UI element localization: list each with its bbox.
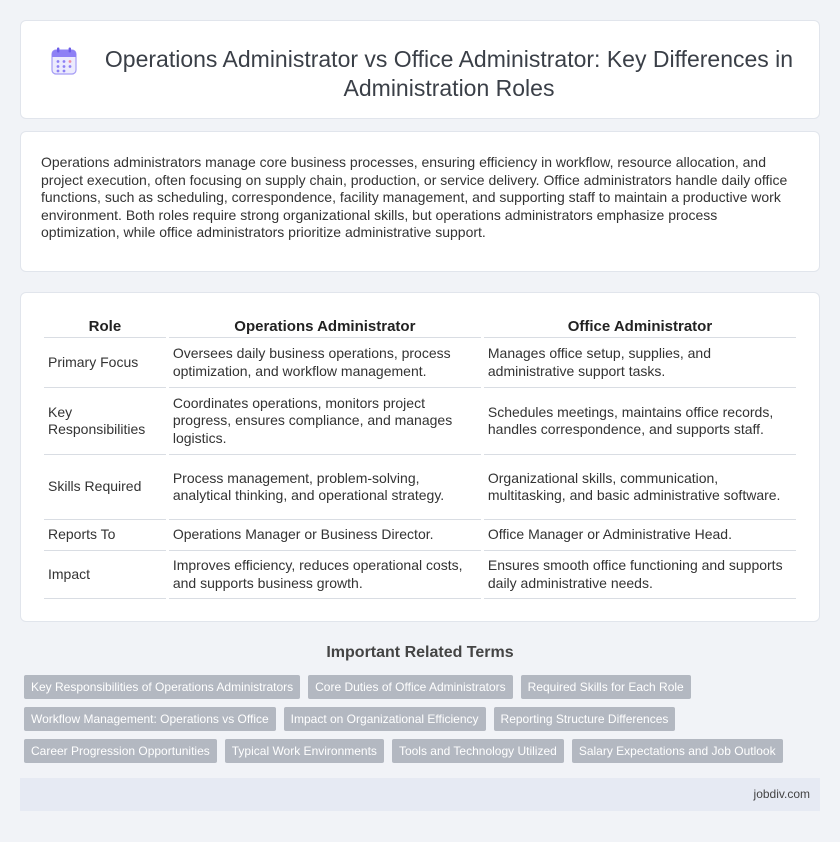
table-header-row [44,315,796,338]
row-label: Skills Required [44,455,166,520]
calendar-icon [51,47,77,75]
related-term-tag[interactable]: Typical Work Environments [225,739,384,763]
related-terms-list [24,675,824,771]
operations-cell: Process management, problem-solving, analytical thinking, and operational strategy. [169,455,481,520]
header-card [20,20,820,119]
related-term-tag[interactable]: Impact on Organizational Efficiency [284,707,486,731]
table-row [44,520,796,551]
related-term-tag[interactable]: Reporting Structure Differences [494,707,676,731]
operations-cell: Coordinates operations, monitors project progress, ensures compliance, and manages logistics. [169,388,481,455]
tag-row [24,675,824,699]
intro-card [20,131,820,272]
footer [20,778,820,811]
column-header-operations: Operations Administrator [169,315,481,338]
column-header-office: Office Administrator [484,315,796,338]
related-term-tag[interactable]: Required Skills for Each Role [521,675,691,699]
related-term-tag[interactable]: Tools and Technology Utilized [392,739,564,763]
operations-cell: Improves efficiency, reduces operational costs, and supports business growth. [169,551,481,599]
tag-row [24,707,824,731]
table-row [44,388,796,455]
comparison-table [41,315,799,599]
table-row [44,551,796,599]
tag-row [24,739,824,763]
row-label: Key Responsibilities [44,388,166,455]
row-label: Impact [44,551,166,599]
table-row [44,338,796,388]
footer-site-link[interactable]: jobdiv.com [753,787,810,801]
column-header-role: Role [44,315,166,338]
office-cell: Schedules meetings, maintains office records, handles correspondence, and supports staff. [484,388,796,455]
related-terms-title: Important Related Terms [326,644,514,661]
page-title: Operations Administrator vs Office Administrator: Key Differences in Administration Roles [104,46,794,101]
related-term-tag[interactable]: Workflow Management: Operations vs Office [24,707,276,731]
office-cell: Manages office setup, supplies, and administrative support tasks. [484,338,796,388]
row-label: Primary Focus [44,338,166,388]
intro-paragraph: Operations administrators manage core business processes, ensuring efficiency in workflow, resource allocation, and project execution, often focusing on supply chain, production, or service delivery. Office administrators handle daily office functions, such as scheduling, correspondence, facility management, and supporting staff to maintain a productive work environment. Both roles require strong organizational skills, but operations administrators emphasize process optimization, while office administrators prioritize administrative support. [41,154,788,241]
office-cell: Organizational skills, communication, multitasking, and basic administrative software. [484,455,796,520]
related-term-tag[interactable]: Key Responsibilities of Operations Administrators [24,675,300,699]
row-label: Reports To [44,520,166,551]
office-cell: Ensures smooth office functioning and supports daily administrative needs. [484,551,796,599]
related-term-tag[interactable]: Salary Expectations and Job Outlook [572,739,783,763]
comparison-table-card [20,292,820,622]
office-cell: Office Manager or Administrative Head. [484,520,796,551]
operations-cell: Operations Manager or Business Director. [169,520,481,551]
related-term-tag[interactable]: Career Progression Opportunities [24,739,217,763]
table-row [44,455,796,520]
related-term-tag[interactable]: Core Duties of Office Administrators [308,675,513,699]
operations-cell: Oversees daily business operations, process optimization, and workflow management. [169,338,481,388]
